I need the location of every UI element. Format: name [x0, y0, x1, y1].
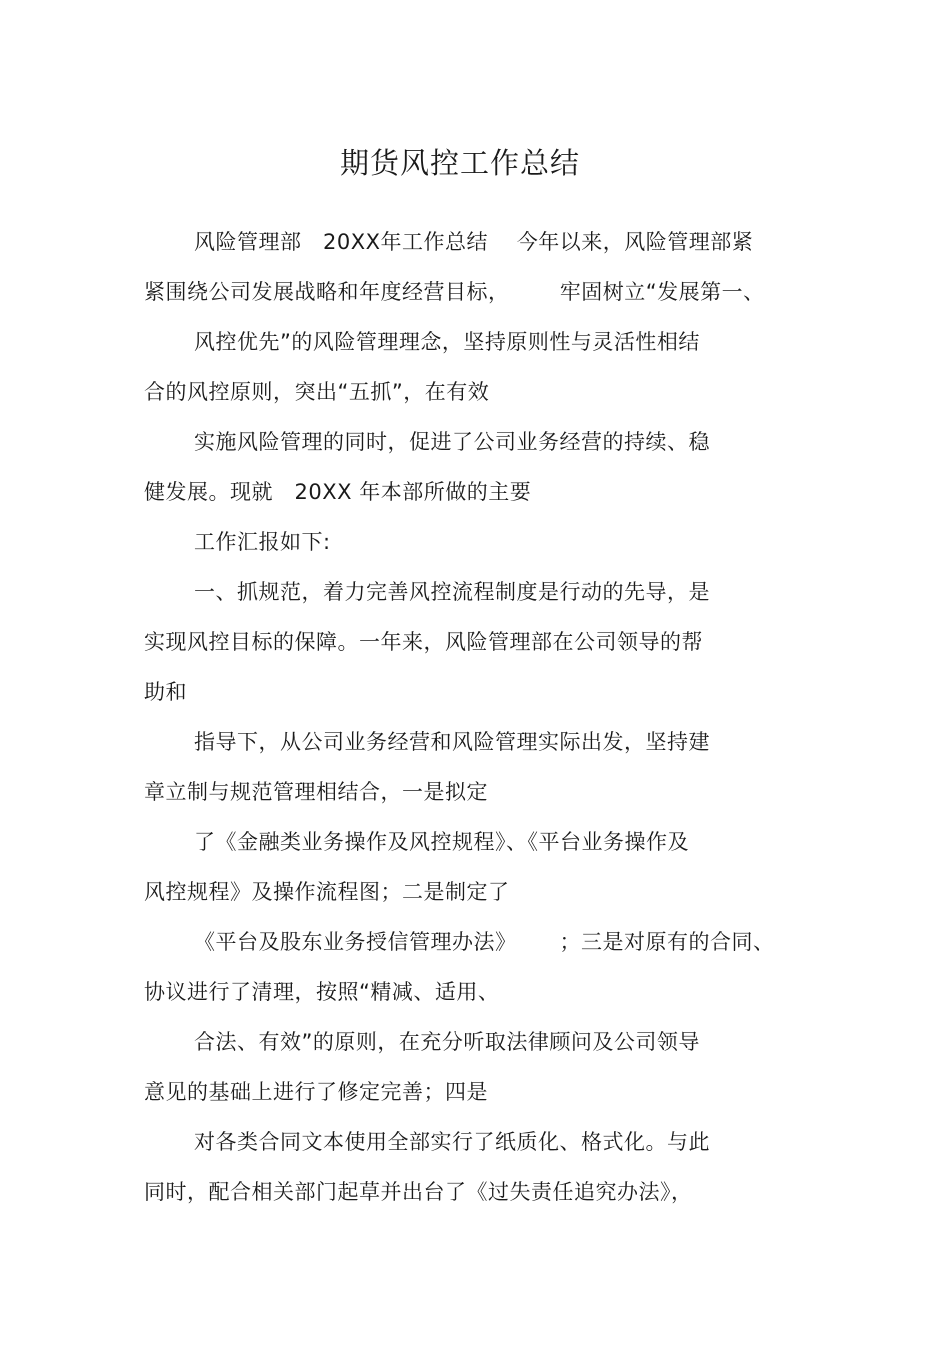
paragraph-line: 一、抓规范，着力完善风控流程制度是行动的先导，是: [194, 580, 710, 604]
paragraph-line: 工作汇报如下:: [194, 530, 331, 554]
paragraph-line: 意见的基础上进行了修定完善；四是: [144, 1080, 488, 1104]
paragraph-line: 对各类合同文本使用全部实行了纸质化、格式化。与此: [194, 1130, 710, 1154]
paragraph-line: 实现风控目标的保障。一年来，风险管理部在公司领导的帮: [144, 630, 703, 654]
paragraph-line: 指导下，从公司业务经营和风险管理实际出发，坚持建: [194, 730, 710, 754]
paragraph-line: 实施风险管理的同时，促进了公司业务经营的持续、稳: [194, 430, 710, 454]
paragraph-line: 风控优先”的风险管理理念，坚持原则性与灵活性相结: [194, 330, 700, 354]
paragraph-line: 健发展。现就 20XX 年本部所做的主要: [144, 480, 532, 504]
paragraph-line: 章立制与规范管理相结合，一是拟定: [144, 780, 488, 804]
paragraph-line: 了《金融类业务操作及风控规程》、《平台业务操作及: [194, 830, 689, 854]
paragraph-line: 紧围绕公司发展战略和年度经营目标， 牢固树立“发展第一、: [144, 280, 765, 304]
paragraph-line: 助和: [144, 680, 187, 704]
paragraph-line: 合的风控原则，突出“五抓”，在有效: [144, 380, 490, 404]
paragraph-line: 风险管理部 20XX年工作总结 今年以来，风险管理部紧: [194, 230, 754, 254]
paragraph-line: 风控规程》及操作流程图；二是制定了: [144, 880, 510, 904]
paragraph-line: 合法、有效”的原则，在充分听取法律顾问及公司领导: [194, 1030, 700, 1054]
paragraph-line: 同时，配合相关部门起草并出台了《过失责任追究办法》，: [144, 1180, 693, 1204]
paragraph-line: 协议进行了清理，按照“精减、适用、: [144, 980, 500, 1004]
document-title: 期货风控工作总结: [339, 146, 580, 181]
paragraph-line: 《平台及股东业务授信管理办法》 ；三是对原有的合同、: [194, 930, 775, 954]
